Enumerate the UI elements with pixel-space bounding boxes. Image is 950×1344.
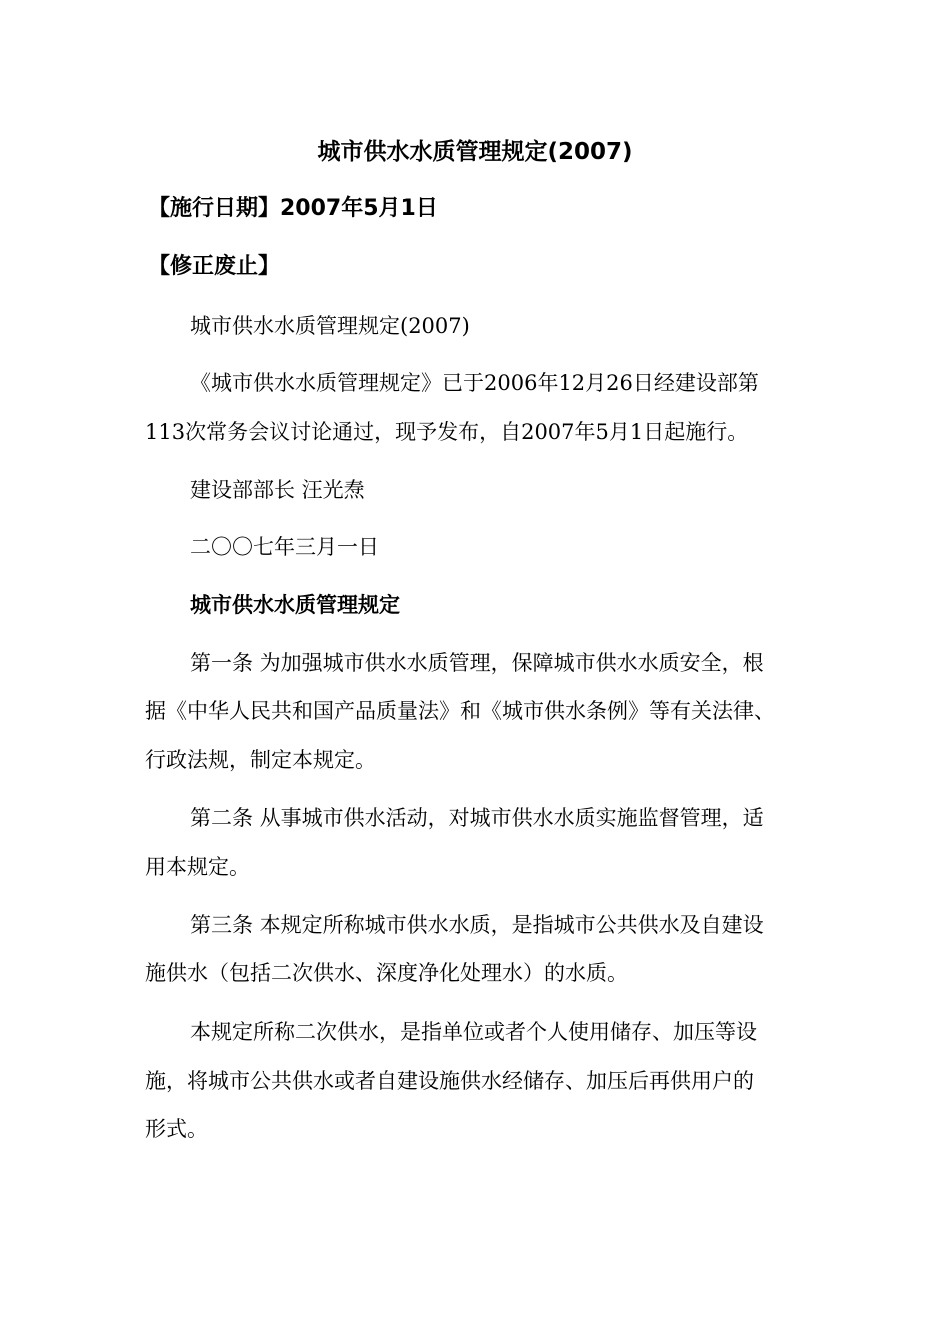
secondary-supply-line-2: 施，将城市公共供水或者自建设施供水经储存、加压后再供用户的	[145, 1069, 754, 1093]
article-2-line-2: 用本规定。	[145, 855, 250, 879]
promulgation-line-1: 《城市供水水质管理规定》已于2006年12月26日经建设部第	[190, 371, 759, 395]
article-2-line-1: 第二条 从事城市供水活动，对城市供水水质实施监督管理，适	[190, 806, 764, 830]
section-title: 城市供水水质管理规定	[190, 593, 400, 617]
regulation-name-line: 城市供水水质管理规定(2007)	[190, 314, 470, 338]
article-1-line-1: 第一条 为加强城市供水水质管理，保障城市供水水质安全，根	[190, 651, 764, 675]
promulgation-line-2: 113次常务会议讨论通过，现予发布，自2007年5月1日起施行。	[145, 420, 749, 444]
article-1-line-3: 行政法规，制定本规定。	[145, 748, 376, 772]
minister-signature: 建设部部长 汪光焘	[190, 478, 365, 502]
article-1-line-2: 据《中华人民共和国产品质量法》和《城市供水条例》等有关法律、	[145, 699, 775, 723]
article-3-line-1: 第三条 本规定所称城市供水水质，是指城市公共供水及自建设	[190, 913, 764, 937]
secondary-supply-line-1: 本规定所称二次供水，是指单位或者个人使用储存、加压等设	[190, 1020, 757, 1044]
secondary-supply-line-3: 形式。	[145, 1117, 208, 1141]
document-title: 城市供水水质管理规定(2007)	[317, 139, 633, 165]
article-3-line-2: 施供水（包括二次供水、深度净化处理水）的水质。	[145, 961, 628, 985]
effective-date: 【施行日期】2007年5月1日	[148, 196, 438, 221]
issue-date: 二〇〇七年三月一日	[190, 535, 379, 559]
amendment-label: 【修正废止】	[148, 254, 281, 279]
